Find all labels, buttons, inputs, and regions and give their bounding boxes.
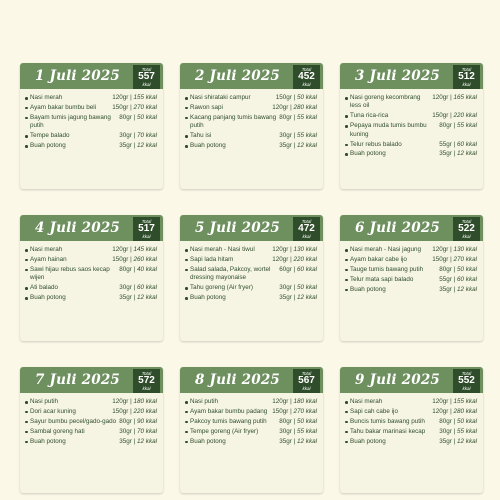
item-portion — [439, 266, 477, 274]
item-name: Buah potong — [190, 294, 226, 302]
item-qty: 35gr | — [439, 437, 458, 445]
item-name: Nasi goreng kecombrang less oil — [350, 94, 421, 110]
menu-item — [190, 94, 317, 102]
total-calorie-badge — [133, 65, 160, 89]
item-name: Rawon sapi — [190, 103, 223, 111]
item-name: Tempe goreng (Air fryer) — [190, 427, 259, 435]
item-portion — [119, 438, 157, 446]
item-kcal: 60 kkal — [297, 265, 317, 273]
item-portion — [439, 418, 477, 426]
item-portion — [439, 150, 477, 158]
total-value: 452 — [298, 71, 315, 82]
item-name: Buah potong — [30, 294, 66, 302]
item-name: Salad salada, Pakcoy, wortel dressing mayonaise — [190, 265, 271, 282]
item-qty: 80gr | — [279, 417, 298, 425]
item-portion — [119, 114, 157, 131]
day-card — [180, 215, 323, 341]
menu-item — [350, 122, 477, 139]
total-calorie-badge — [453, 217, 480, 241]
item-portion — [279, 438, 317, 446]
item-portion — [119, 142, 157, 150]
item-portion — [112, 94, 157, 102]
card-header — [20, 215, 163, 241]
item-qty: 30gr | — [119, 427, 138, 435]
item-qty: 30gr | — [279, 132, 298, 140]
item-qty: 150gr | — [112, 103, 134, 111]
item-qty: 80gr | — [119, 265, 138, 273]
unit-label: kkal — [462, 386, 471, 391]
menu-item — [190, 266, 317, 283]
item-qty: 30gr | — [439, 427, 458, 435]
item-qty: 120gr | — [272, 398, 294, 405]
menu-item — [190, 246, 317, 254]
item-kcal: 220 kkal — [133, 407, 157, 415]
item-name: Kacang panjang tumis bawang putih — [190, 113, 277, 130]
day-card — [340, 63, 483, 189]
card-header — [340, 215, 483, 241]
item-qty: 35gr | — [279, 294, 298, 302]
item-qty: 120gr | — [272, 246, 294, 253]
item-kcal: 55 kkal — [457, 427, 477, 435]
menu-item — [350, 256, 477, 264]
item-portion — [279, 114, 317, 131]
total-value: 522 — [458, 223, 475, 234]
menu-item — [350, 438, 477, 446]
item-qty: 80gr | — [439, 265, 458, 273]
day-title: 4 Juli 2025 — [34, 220, 121, 236]
day-title: 5 Juli 2025 — [194, 220, 281, 236]
item-portion — [279, 266, 317, 283]
item-name: Buncis tumis bawang putih — [350, 417, 425, 425]
item-kcal: 55 kkal — [297, 132, 317, 140]
item-kcal: 130 kkal — [453, 246, 477, 253]
item-name: Tahu bakar marinasi kecap — [350, 427, 426, 435]
item-qty: 35gr | — [119, 437, 138, 445]
card-header — [180, 367, 323, 393]
item-qty: 30gr | — [119, 132, 138, 140]
menu-item — [190, 114, 317, 131]
item-kcal: 12 kkal — [137, 142, 157, 150]
item-name: Buah potong — [350, 150, 386, 158]
item-name: Nasi merah - Nasi jagung — [350, 246, 422, 253]
total-label: Total — [141, 371, 152, 376]
item-name: Buah potong — [190, 437, 226, 445]
menu-grid — [20, 63, 483, 493]
item-portion — [119, 418, 157, 426]
item-qty: 120gr | — [432, 246, 454, 253]
item-portion — [439, 428, 477, 436]
menu-item — [30, 142, 157, 150]
item-kcal: 90 kkal — [137, 417, 157, 425]
item-name: Pepaya muda tumis bumbu kuning — [350, 122, 427, 138]
item-portion — [272, 256, 317, 264]
item-kcal: 280 kkal — [453, 407, 477, 415]
menu-item — [350, 428, 477, 436]
unit-label: kkal — [142, 234, 151, 239]
item-qty: 60gr | — [279, 265, 298, 273]
item-kcal: 12 kkal — [457, 437, 477, 445]
item-portion — [272, 104, 317, 112]
item-kcal: 270 kkal — [453, 255, 477, 263]
item-qty: 150gr | — [112, 407, 134, 415]
item-kcal: 60 kkal — [137, 284, 157, 292]
menu-list — [180, 393, 323, 446]
item-kcal: 12 kkal — [297, 437, 317, 445]
item-name: Dori acar kuning — [30, 407, 76, 415]
item-name: Nasi putih — [190, 398, 219, 405]
item-qty: 80gr | — [119, 113, 138, 121]
menu-item — [350, 141, 477, 149]
item-kcal: 260 kkal — [133, 255, 157, 263]
item-name: Telur rebus balado — [350, 140, 402, 148]
item-qty: 80gr | — [279, 113, 298, 121]
item-portion — [119, 284, 157, 292]
item-portion — [432, 94, 477, 111]
item-kcal: 70 kkal — [137, 427, 157, 435]
menu-item — [190, 428, 317, 436]
item-kcal: 55 kkal — [297, 113, 317, 121]
item-portion — [439, 276, 477, 284]
menu-item — [350, 94, 477, 111]
menu-item — [30, 398, 157, 406]
menu-item — [350, 408, 477, 416]
item-name: Ayam bakar cabe ijo — [350, 255, 407, 263]
card-header — [180, 215, 323, 241]
item-portion — [112, 408, 157, 416]
menu-item — [350, 112, 477, 120]
item-kcal: 12 kkal — [137, 294, 157, 302]
day-title: 7 Juli 2025 — [34, 372, 121, 388]
item-portion — [279, 284, 317, 292]
item-portion — [439, 141, 477, 149]
item-portion — [112, 104, 157, 112]
item-name: Sapi cah cabe ijo — [350, 407, 398, 415]
menu-item — [190, 438, 317, 446]
item-portion — [276, 94, 317, 102]
item-kcal: 280 kkal — [293, 103, 317, 111]
item-portion — [279, 418, 317, 426]
item-name: Sawi hijau rebus saos kecap wijen — [30, 265, 110, 282]
item-kcal: 165 kkal — [453, 94, 477, 101]
item-portion — [112, 398, 157, 406]
item-kcal: 180 kkal — [133, 398, 157, 405]
item-portion — [279, 294, 317, 302]
item-qty: 35gr | — [439, 285, 458, 293]
menu-item — [30, 256, 157, 264]
item-kcal: 40 kkal — [137, 265, 157, 273]
unit-label: kkal — [462, 234, 471, 239]
item-qty: 120gr | — [272, 103, 294, 111]
item-portion — [119, 266, 157, 283]
day-card — [20, 63, 163, 189]
menu-item — [190, 294, 317, 302]
item-name: Ayam hainan — [30, 255, 67, 263]
item-portion — [279, 428, 317, 436]
item-qty: 150gr | — [275, 94, 298, 101]
menu-item — [30, 266, 157, 283]
item-portion — [272, 408, 317, 416]
total-value: 557 — [138, 71, 155, 82]
menu-item — [190, 132, 317, 140]
item-portion — [432, 246, 477, 254]
day-card — [20, 367, 163, 493]
menu-list — [180, 89, 323, 150]
menu-item — [350, 398, 477, 406]
item-kcal: 50 kkal — [457, 417, 477, 425]
menu-item — [350, 418, 477, 426]
item-kcal: 60 kkal — [457, 275, 477, 283]
item-kcal: 270 kkal — [133, 103, 157, 111]
item-name: Tuna rica-rica — [350, 112, 389, 120]
total-label: Total — [461, 371, 472, 376]
item-name: Tempe balado — [30, 132, 70, 140]
item-qty: 120gr | — [432, 398, 454, 405]
unit-label: kkal — [302, 386, 311, 391]
item-kcal: 270 kkal — [293, 407, 317, 415]
item-name: Buah potong — [30, 142, 66, 150]
day-card — [20, 215, 163, 341]
card-header — [20, 367, 163, 393]
item-kcal: 12 kkal — [297, 142, 317, 150]
item-kcal: 180 kkal — [293, 398, 317, 405]
menu-item — [30, 294, 157, 302]
unit-label: kkal — [142, 82, 151, 87]
item-qty: 30gr | — [279, 284, 298, 292]
card-header — [340, 367, 483, 393]
item-name: Nasi merah - Nasi tiwul — [190, 246, 255, 253]
menu-list — [340, 241, 483, 294]
menu-list — [20, 89, 163, 150]
total-calorie-badge — [293, 217, 320, 241]
item-name: Sapi lada hitam — [190, 255, 234, 263]
item-qty: 120gr | — [272, 255, 294, 263]
menu-item — [30, 428, 157, 436]
item-portion — [272, 398, 317, 406]
total-label: Total — [141, 67, 152, 72]
menu-list — [340, 393, 483, 446]
item-portion — [439, 286, 477, 294]
item-kcal: 155 kkal — [453, 398, 477, 405]
item-qty: 120gr | — [432, 94, 454, 101]
item-kcal: 55 kkal — [297, 427, 317, 435]
item-kcal: 130 kkal — [293, 246, 317, 253]
item-kcal: 145 kkal — [133, 246, 157, 253]
menu-item — [30, 132, 157, 140]
item-qty: 150gr | — [432, 255, 454, 263]
day-card — [340, 367, 483, 493]
total-value: 472 — [298, 223, 315, 234]
item-qty: 120gr | — [432, 407, 454, 415]
menu-item — [190, 256, 317, 264]
menu-item — [350, 150, 477, 158]
item-portion — [119, 428, 157, 436]
item-portion — [119, 132, 157, 140]
total-calorie-badge — [133, 217, 160, 241]
item-name: Tahu goreng (Air fryer) — [190, 284, 253, 292]
menu-list — [340, 89, 483, 159]
menu-list — [20, 393, 163, 446]
item-name: Sayur bumbu pecel/gado-gado — [30, 417, 117, 425]
item-qty: 55gr | — [439, 140, 458, 148]
item-kcal: 220 kkal — [293, 255, 317, 263]
total-calorie-badge — [133, 369, 160, 393]
item-portion — [272, 246, 317, 254]
item-kcal: 50 kkal — [297, 94, 317, 101]
menu-item — [30, 284, 157, 292]
item-qty: 120gr | — [112, 246, 134, 253]
item-kcal: 12 kkal — [297, 294, 317, 302]
item-kcal: 12 kkal — [457, 150, 477, 158]
day-title: 8 Juli 2025 — [194, 372, 281, 388]
menu-item — [350, 266, 477, 274]
unit-label: kkal — [462, 82, 471, 87]
item-name: Buah potong — [190, 142, 226, 150]
item-qty: 80gr | — [119, 417, 138, 425]
menu-item — [350, 276, 477, 284]
item-name: Sambal goreng hati — [30, 427, 85, 435]
day-card — [180, 367, 323, 493]
card-header — [340, 63, 483, 89]
item-name: Ayam bakar bumbu beli — [30, 103, 97, 111]
item-qty: 55gr | — [439, 275, 458, 283]
item-kcal: 55 kkal — [457, 122, 477, 130]
item-name: Tahu isi — [190, 132, 212, 140]
total-calorie-badge — [453, 369, 480, 393]
item-name: Nasi putih — [30, 398, 59, 405]
item-portion — [279, 142, 317, 150]
menu-item — [350, 246, 477, 254]
total-label: Total — [461, 67, 472, 72]
item-name: Ati balado — [30, 284, 59, 292]
total-calorie-badge — [293, 369, 320, 393]
item-qty: 80gr | — [439, 417, 458, 425]
menu-item — [30, 114, 157, 131]
item-qty: 120gr | — [112, 398, 134, 405]
item-portion — [439, 122, 477, 139]
menu-item — [30, 418, 157, 426]
item-kcal: 50 kkal — [457, 265, 477, 273]
menu-list — [20, 241, 163, 302]
unit-label: kkal — [142, 386, 151, 391]
menu-item — [30, 438, 157, 446]
menu-item — [350, 286, 477, 294]
total-calorie-badge — [453, 65, 480, 89]
item-portion — [112, 256, 157, 264]
item-kcal: 60 kkal — [457, 140, 477, 148]
item-name: Ayam bakar bumbu padang — [190, 407, 268, 415]
total-label: Total — [141, 219, 152, 224]
total-value: 517 — [138, 223, 155, 234]
menu-item — [30, 94, 157, 102]
day-title: 6 Juli 2025 — [354, 220, 441, 236]
unit-label: kkal — [302, 234, 311, 239]
menu-item — [190, 284, 317, 292]
item-kcal: 50 kkal — [297, 284, 317, 292]
item-name: Buah potong — [30, 437, 66, 445]
item-portion — [112, 246, 157, 254]
menu-item — [190, 142, 317, 150]
item-portion — [432, 256, 477, 264]
item-kcal: 70 kkal — [137, 132, 157, 140]
menu-item — [190, 408, 317, 416]
item-kcal: 220 kkal — [453, 112, 477, 120]
total-label: Total — [301, 67, 312, 72]
menu-item — [30, 104, 157, 112]
card-header — [180, 63, 323, 89]
item-name: Telur mata sapi balado — [350, 275, 414, 283]
item-portion — [279, 132, 317, 140]
day-title: 9 Juli 2025 — [354, 372, 441, 388]
item-qty: 35gr | — [279, 142, 298, 150]
item-kcal: 155 kkal — [133, 94, 157, 101]
item-qty: 80gr | — [439, 122, 458, 130]
menu-list — [180, 241, 323, 302]
day-title: 1 Juli 2025 — [34, 68, 121, 84]
item-qty: 35gr | — [439, 150, 458, 158]
menu-item — [190, 398, 317, 406]
item-portion — [432, 398, 477, 406]
item-name: Nasi merah — [350, 398, 383, 405]
item-portion — [432, 408, 477, 416]
item-name: Buah potong — [350, 285, 386, 293]
item-qty: 35gr | — [279, 437, 298, 445]
item-kcal: 12 kkal — [137, 437, 157, 445]
item-portion — [432, 112, 477, 120]
menu-item — [30, 246, 157, 254]
item-portion — [119, 294, 157, 302]
item-qty: 30gr | — [119, 284, 138, 292]
item-qty: 150gr | — [112, 255, 134, 263]
total-label: Total — [461, 219, 472, 224]
item-name: Nasi shirataki campur — [190, 94, 251, 101]
item-qty: 30gr | — [279, 427, 298, 435]
item-kcal: 50 kkal — [297, 417, 317, 425]
total-label: Total — [301, 371, 312, 376]
item-qty: 150gr | — [432, 112, 454, 120]
total-calorie-badge — [293, 65, 320, 89]
total-value: 512 — [458, 71, 475, 82]
day-card — [180, 63, 323, 189]
item-name: Tauge tumis bawang putih — [350, 265, 424, 273]
item-kcal: 50 kkal — [137, 113, 157, 121]
item-kcal: 12 kkal — [457, 285, 477, 293]
total-label: Total — [301, 219, 312, 224]
item-qty: 35gr | — [119, 294, 138, 302]
unit-label: kkal — [302, 82, 311, 87]
item-qty: 35gr | — [119, 142, 138, 150]
card-header — [20, 63, 163, 89]
total-value: 552 — [458, 375, 475, 386]
item-name: Pakcoy tumis bawang putih — [190, 417, 267, 425]
day-title: 2 Juli 2025 — [194, 68, 281, 84]
total-value: 567 — [298, 375, 315, 386]
menu-item — [30, 408, 157, 416]
total-value: 572 — [138, 375, 155, 386]
item-name: Bayam tumis jagung bawang putih — [30, 113, 111, 130]
day-title: 3 Juli 2025 — [354, 68, 441, 84]
item-name: Buah potong — [350, 437, 386, 445]
item-qty: 150gr | — [272, 407, 294, 415]
menu-item — [190, 418, 317, 426]
item-qty: 120gr | — [112, 94, 134, 101]
day-card — [340, 215, 483, 341]
item-name: Nasi merah — [30, 94, 63, 101]
menu-item — [190, 104, 317, 112]
item-portion — [439, 438, 477, 446]
item-name: Nasi merah — [30, 246, 63, 253]
